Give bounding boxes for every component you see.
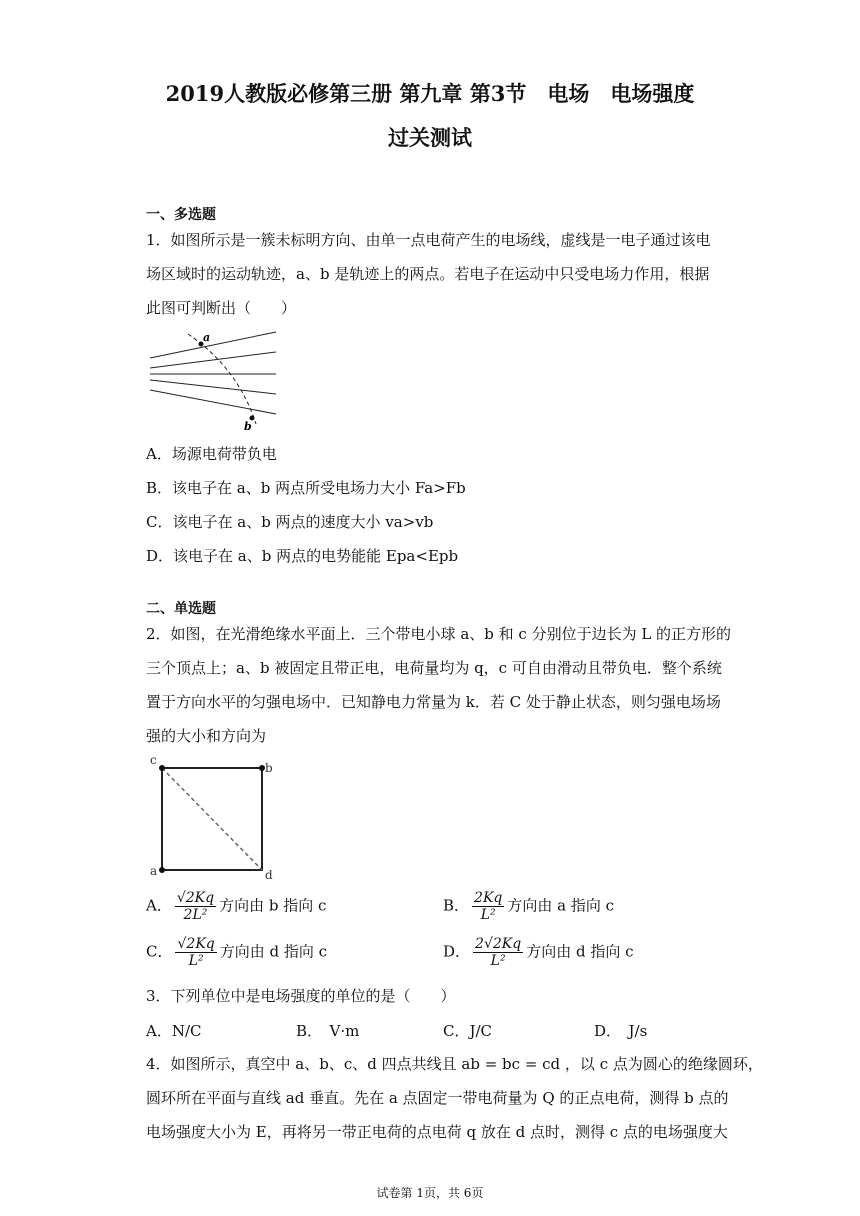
q2-option-b-text: 方向由 a 指向 c	[507, 896, 615, 915]
q1-figure-label-a: a	[203, 331, 211, 344]
q2-figure-label-a: a	[150, 864, 158, 878]
q1-figure-label-b: b	[244, 420, 252, 432]
section-heading-single-choice: 二、单选题	[146, 601, 216, 617]
q2-option-a-denominator: 2L²	[183, 907, 208, 923]
q2-square-figure	[146, 754, 280, 882]
q3-stem: 3．下列单位中是电场强度的单位的是（ ）	[146, 987, 456, 1005]
q2-stem-line-3: 置于方向水平的匀强电场中．已知静电力常量为 k．若 C 处于静止状态，则匀强电场场	[146, 693, 721, 711]
document-title-line1: 2019人教版必修第三册 第九章 第3节 电场 电场强度	[165, 81, 695, 106]
q2-option-c-label: C．	[146, 942, 173, 961]
q2-option-b-denominator: L²	[480, 907, 496, 923]
q1-option-c: C．该电子在 a、b 两点的速度大小 va>vb	[146, 513, 434, 531]
q3-option-a: A．N/C	[146, 1022, 202, 1040]
page-footer: 试卷第 1页，共 6页	[376, 1186, 484, 1200]
q2-option-b	[443, 890, 614, 923]
q2-option-b-numerator: 2Kq	[474, 890, 503, 906]
q2-option-a-text: 方向由 b 指向 c	[219, 896, 327, 915]
q1-option-d: D．该电子在 a、b 两点的电势能能 Epa<Epb	[146, 547, 459, 565]
q4-stem-line-2: 圆环所在平面与直线 ad 垂直。先在 a 点固定一带电荷量为 Q 的正点电荷，测得 b 点的	[146, 1089, 729, 1107]
q3-option-d: D． J/s	[594, 1022, 648, 1040]
q3-option-b: B． V·m	[296, 1022, 360, 1040]
section-heading-multi-choice: 一、多选题	[146, 207, 216, 223]
q2-option-a	[146, 890, 326, 923]
q2-figure-label-b: b	[265, 761, 273, 775]
q2-option-a-formula	[175, 890, 216, 923]
q2-option-a-numerator: √2Kq	[176, 890, 215, 906]
q2-option-d	[443, 936, 634, 969]
document-title-line2: 过关测试	[388, 125, 472, 150]
q2-stem-line-4: 强的大小和方向为	[146, 727, 267, 745]
q1-stem-line-2: 场区域时的运动轨迹，a、b 是轨迹上的两点。若电子在运动中只受电场力作用，根据	[146, 265, 710, 283]
q2-option-d-denominator: L²	[490, 953, 506, 969]
q2-figure-label-c: c	[150, 754, 157, 767]
q2-option-c-text: 方向由 d 指向 c	[219, 942, 328, 961]
q4-stem-line-1: 4．如图所示，真空中 a、b、c、d 四点共线且 ab = bc = cd ，以 c 点为圆心的绝缘圆环，	[146, 1055, 763, 1073]
q1-stem-line-3: 此图可判断出（ ）	[146, 299, 297, 317]
q1-field-lines-figure	[146, 328, 282, 432]
q2-option-b-label: B．	[443, 896, 470, 915]
q2-option-c-formula	[175, 936, 216, 969]
q2-option-c-numerator: √2Kq	[177, 936, 215, 952]
q2-stem-line-1: 2．如图，在光滑绝缘水平面上．三个带电小球 a、b 和 c 分别位于边长为 L 的正方形的	[146, 625, 732, 643]
q2-figure-label-d: d	[265, 868, 273, 882]
q2-option-c	[146, 936, 327, 969]
q3-option-c: C．J/C	[443, 1022, 493, 1040]
q1-option-b: B．该电子在 a、b 两点所受电场力大小 Fa>Fb	[146, 479, 466, 497]
q2-option-c-denominator: L²	[188, 953, 204, 969]
q2-option-d-formula	[473, 936, 523, 969]
q2-option-b-formula	[472, 890, 504, 923]
q2-option-d-text: 方向由 d 指向 c	[526, 942, 634, 961]
q2-stem-line-2: 三个顶点上；a、b 被固定且带正电，电荷量均为 q，c 可自由滑动且带负电．整个系统	[146, 659, 722, 677]
q4-stem-line-3: 电场强度大小为 E，再将另一带正电荷的点电荷 q 放在 d 点时，测得 c 点的电场强度大	[146, 1123, 728, 1141]
q1-stem-line-1: 1．如图所示是一簇未标明方向、由单一点电荷产生的电场线，虚线是一电子通过该电	[146, 231, 711, 249]
q2-option-d-numerator: 2√2Kq	[475, 936, 522, 952]
q1-option-a: A．场源电荷带负电	[146, 445, 277, 463]
q2-option-d-label: D．	[443, 942, 471, 961]
q2-option-a-label: A．	[146, 896, 172, 915]
